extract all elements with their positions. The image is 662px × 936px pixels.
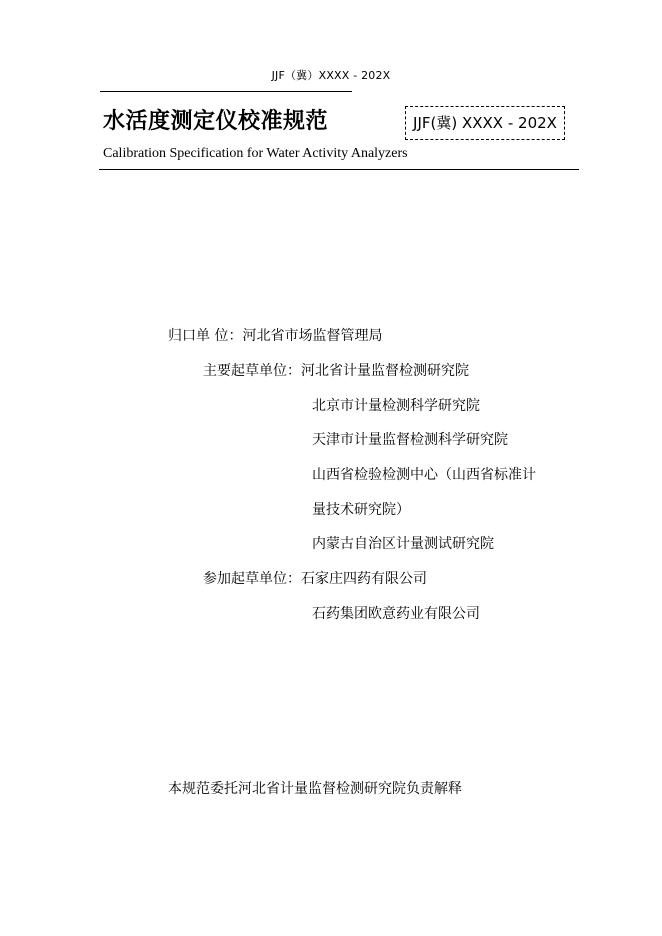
main-drafter-unit: 河北省计量监督检测研究院 (301, 363, 469, 379)
code-box (405, 106, 565, 140)
participating-drafter-unit: 石家庄四药有限公司 (301, 571, 427, 587)
main-drafter-unit: 量技术研究院） (312, 502, 410, 518)
main-drafters-label: 主要起草单位： (203, 363, 301, 379)
participating-drafters-row (203, 569, 427, 589)
title-cn: 水活度测定仪校准规范 (103, 109, 329, 134)
title-rule (99, 169, 579, 170)
title-en: Calibration Specification for Water Activity Analyzers (103, 146, 408, 161)
header-code: JJF（冀）XXXX - 202X (271, 69, 391, 82)
footer-note: 本规范委托河北省计量监督检测研究院负责解释 (168, 781, 462, 797)
header-rule (100, 91, 352, 92)
participating-drafter-unit: 石药集团欧意药业有限公司 (312, 606, 480, 622)
responsible-unit-value: 河北省市场监督管理局 (242, 328, 383, 344)
main-drafter-unit: 山西省检验检测中心（山西省标准计 (312, 467, 536, 483)
main-drafter-unit: 北京市计量检测科学研究院 (312, 398, 480, 414)
responsible-unit-label: 归口单 位： (168, 328, 243, 344)
participating-drafters-label: 参加起草单位： (203, 571, 301, 587)
responsible-unit-row (168, 326, 382, 346)
main-drafters-row (203, 361, 469, 381)
code-box-text: JJF(冀) XXXX - 202X (413, 114, 557, 132)
main-drafter-unit: 天津市计量监督检测科学研究院 (312, 432, 508, 448)
main-drafter-unit: 内蒙古自治区计量测试研究院 (312, 536, 494, 552)
